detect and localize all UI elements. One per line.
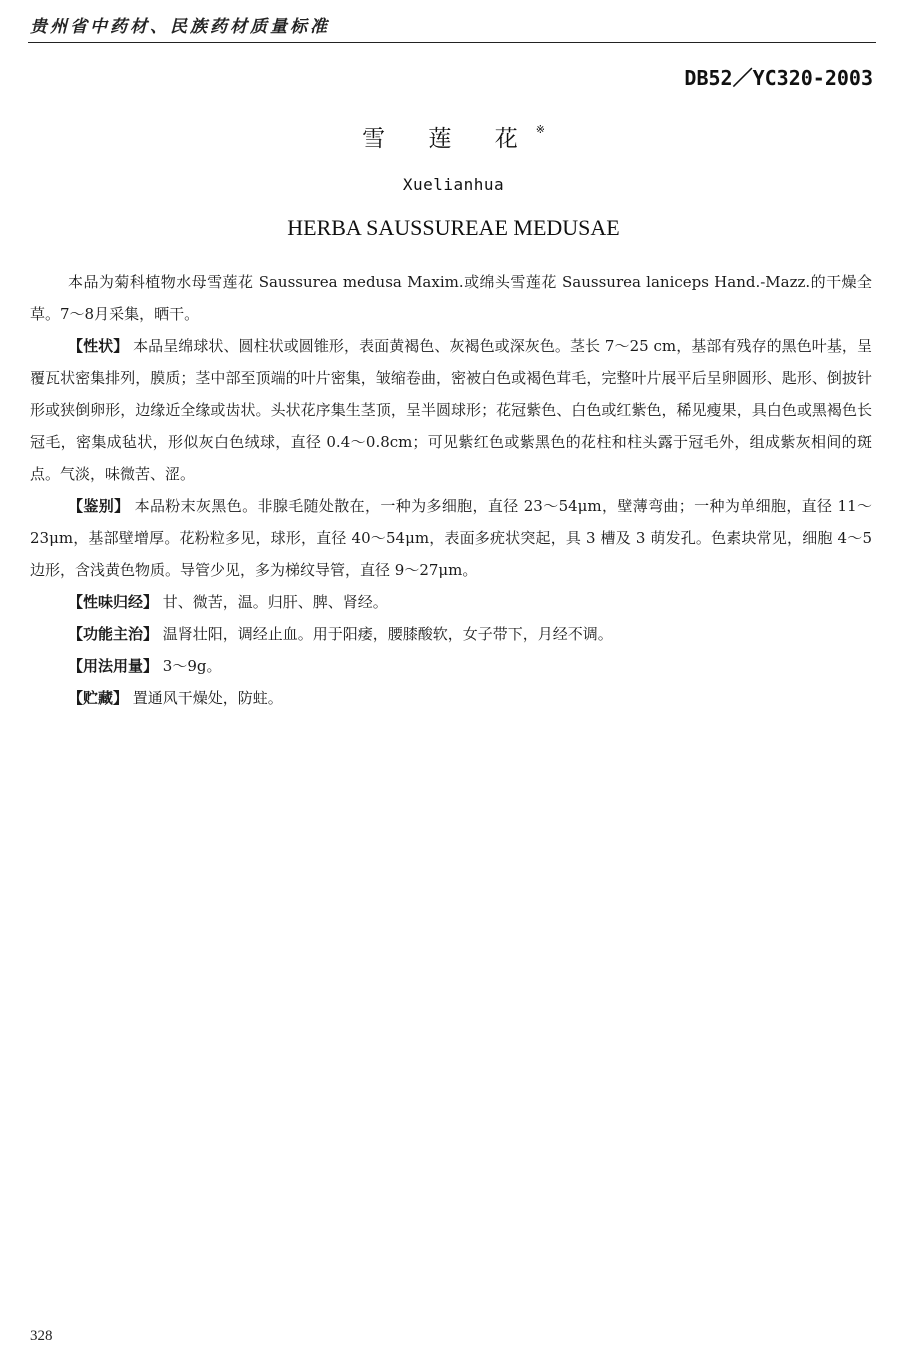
- section-identification: [30, 490, 872, 586]
- section-text: 甘、微苦，温。归肝、脾、肾经。: [158, 593, 388, 611]
- title-mark: ※: [535, 123, 545, 137]
- section-storage: [30, 682, 872, 714]
- section-text: 温肾壮阳，调经止血。用于阳痿，腰膝酸软，女子带下，月经不调。: [158, 625, 613, 643]
- section-text: 置通风干燥处，防蛀。: [128, 689, 283, 707]
- section-label: 【贮藏】: [68, 689, 129, 707]
- section-label: 【用法用量】: [68, 657, 159, 675]
- header-rule: [28, 42, 876, 43]
- monograph-title: [0, 120, 907, 153]
- monograph-body: [30, 266, 872, 714]
- latin-name: HERBA SAUSSUREAE MEDUSAE: [287, 215, 620, 240]
- section-dosage: [30, 650, 872, 682]
- section-text: 本品粉末灰黑色。非腺毛随处散在，一种为多细胞，直径 23～54μm，壁薄弯曲；一种为单细胞，直径 11～23μm，基部壁增厚。花粉粒多见，球形，直径 40～54μm，表面多疣状突起，具 3 槽及 3 萌发孔。色素块常见，细胞 4～5 边形，含浅黄色物质。导管少见，多为梯纹导管，直径 9～27μm。: [30, 497, 872, 579]
- title-text: 雪 莲 花: [362, 126, 536, 152]
- section-label: 【功能主治】: [68, 625, 159, 643]
- section-functions: [30, 618, 872, 650]
- intro-paragraph: 本品为菊科植物水母雪莲花 Saussurea medusa Maxim.或绵头雪莲花 Saussurea laniceps Hand.-Mazz.的干燥全草。7～8月采集，晒干。: [30, 273, 872, 323]
- section-label: 【性状】: [68, 337, 129, 355]
- section-nature-meridian: [30, 586, 872, 618]
- section-description: [30, 330, 872, 490]
- standard-number: DB52／YC320-2003: [684, 66, 873, 90]
- running-header: 贵州省中药材、民族药材质量标准: [30, 17, 330, 37]
- page-number: 328: [30, 1328, 53, 1344]
- section-text: 3～9g。: [158, 657, 222, 675]
- pinyin-name: Xuelianhua: [402, 175, 505, 194]
- section-text: 本品呈绵球状、圆柱状或圆锥形，表面黄褐色、灰褐色或深灰色。茎长 7～25 cm，基部有残存的黑色叶基，呈覆瓦状密集排列，膜质；茎中部至顶端的叶片密集，皱缩卷曲，密被白色或褐色茸毛，完整叶片展平后呈卵圆形、匙形、倒披针形或狭倒卵形，边缘近全缘或齿状。头状花序集生茎顶，呈半圆球形；花冠紫色、白色或红紫色，稀见瘦果，具白色或黑褐色长冠毛，密集成毡状，形似灰白色绒球，直径 0.4～0.8cm；可见紫红色或紫黑色的花柱和柱头露于冠毛外，组成紫灰相间的斑点。气淡，味微苦、涩。: [30, 337, 872, 483]
- section-label: 【鉴别】: [68, 497, 130, 515]
- section-label: 【性味归经】: [68, 593, 159, 611]
